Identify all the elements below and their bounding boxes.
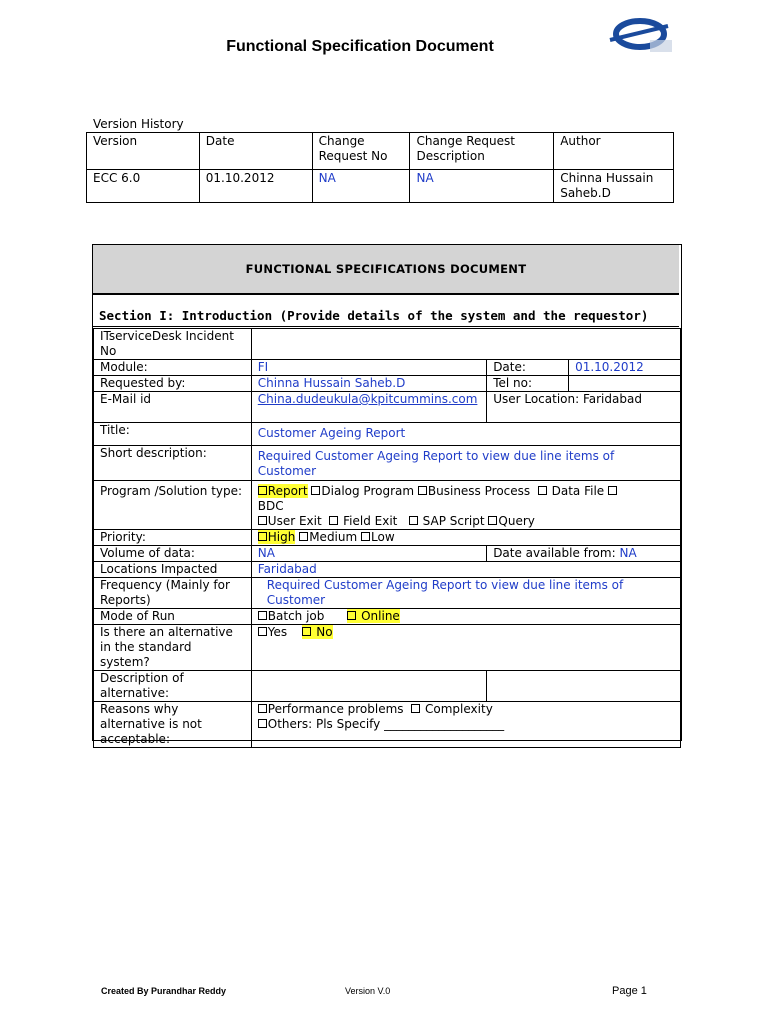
desc-alt-extra[interactable] [487,671,681,702]
checkbox-icon [329,516,338,525]
checkbox-icon [258,486,267,495]
table-row [87,170,674,203]
performance-option[interactable]: Performance problems [258,702,404,716]
business-option[interactable]: Business Process [418,484,530,498]
data-file-option[interactable]: Data File [538,484,604,498]
checkbox-icon [302,627,311,636]
user-exit-option[interactable]: User Exit [258,514,322,528]
table-row [94,702,681,748]
table-row [94,329,681,360]
requested-label: Requested by: [94,376,252,392]
email-link[interactable]: China.dudeukula@kpitcummins.com [251,392,486,423]
online-option[interactable]: Online [347,609,400,623]
date-available: Date available from: NA [487,546,681,562]
checkbox-icon [411,704,420,713]
dialog-option[interactable]: Dialog Program [311,484,414,498]
table-row [94,530,681,546]
checkbox-icon [258,611,267,620]
tel-value[interactable] [569,376,681,392]
table-row [94,671,681,702]
others-option[interactable]: Others: Pls Specify ____________________ [258,717,504,731]
no-option[interactable]: No [302,625,332,639]
title-label: Title: [94,423,252,446]
desc-alt-label: Description of alternative: [94,671,252,702]
volume-label: Volume of data: [94,546,252,562]
table-row [94,392,681,423]
author-cell: Chinna Hussain Saheb.D [554,170,674,203]
footer-version: Version V.0 [345,986,391,996]
column-header: Date [199,133,312,170]
priority-low-option[interactable]: Low [361,530,395,544]
date-label: Date: [487,360,569,376]
date-available-value[interactable]: NA [619,546,637,560]
short-desc-label: Short description: [94,446,252,481]
yes-option[interactable]: Yes [258,625,287,639]
bdc-option[interactable]: BDC [258,484,618,513]
table-row [94,376,681,392]
desc-alt-value[interactable] [251,671,486,702]
report-option[interactable]: Report [258,484,308,498]
priority-high-option[interactable]: High [258,530,296,544]
requested-value[interactable]: Chinna Hussain Saheb.D [251,376,486,392]
footer-page-number: Page 1 [612,985,647,997]
priority-medium-option[interactable]: Medium [299,530,357,544]
cr-no-cell: NA [312,170,410,203]
checkbox-icon [311,486,320,495]
sap-script-option[interactable]: SAP Script [409,514,485,528]
table-row [94,578,681,609]
checkbox-icon [608,486,617,495]
version-history-table [86,132,674,203]
tel-label: Tel no: [487,376,569,392]
column-header: Change Request No [312,133,410,170]
checkbox-icon [299,532,308,541]
priority-options [251,530,680,546]
checkbox-icon [418,486,427,495]
field-exit-option[interactable]: Field Exit [329,514,397,528]
frequency-label: Frequency (Mainly for Reports) [94,578,252,609]
checkbox-icon [347,611,356,620]
query-option[interactable]: Query [488,514,534,528]
spec-table [93,328,681,748]
mode-label: Mode of Run [94,609,252,625]
short-desc-value[interactable]: Required Customer Ageing Report to view due line items of Customer [251,446,680,481]
functional-spec-form [92,244,682,746]
table-header-row [87,133,674,170]
priority-label: Priority: [94,530,252,546]
checkbox-icon [538,486,547,495]
volume-value[interactable]: NA [251,546,486,562]
table-row [94,446,681,481]
frequency-value[interactable]: Required Customer Ageing Report to view due line items of Customer [251,578,680,609]
module-label: Module: [94,360,252,376]
user-location: User Location: Faridabad [487,392,681,423]
complexity-option[interactable]: Complexity [411,702,493,716]
batch-job-option[interactable]: Batch job [258,609,325,623]
document-title: Functional Specification Document [226,38,494,55]
reasons-label: Reasons why alternative is not acceptable: [94,702,252,748]
table-row [94,625,681,671]
spec-heading: FUNCTIONAL SPECIFICATIONS DOCUMENT [93,245,679,295]
checkbox-icon [258,719,267,728]
section-heading: Section I: Introduction (Provide details of the system and the requestor) [93,295,679,327]
date-cell: 01.10.2012 [199,170,312,203]
checkbox-icon [258,704,267,713]
title-value[interactable]: Customer Ageing Report [251,423,680,446]
checkbox-icon [258,532,267,541]
checkbox-icon [258,627,267,636]
locations-label: Locations Impacted [94,562,252,578]
table-row [94,562,681,578]
cr-desc-cell: NA [410,170,554,203]
mode-options [251,609,680,625]
checkbox-icon [488,516,497,525]
column-header: Change Request Description [410,133,554,170]
locations-value[interactable]: Faridabad [251,562,680,578]
itservice-value[interactable] [251,329,680,360]
table-row [94,546,681,562]
program-label: Program /Solution type: [94,481,252,530]
alternative-options [251,625,680,671]
version-history-label: Version History [93,117,184,131]
module-value[interactable]: FI [251,360,486,376]
checkbox-icon [409,516,418,525]
column-header: Version [87,133,200,170]
checkbox-icon [361,532,370,541]
email-label: E-Mail id [94,392,252,423]
table-row [94,360,681,376]
alternative-label: Is there an alternative in the standard system? [94,625,252,671]
itservice-label: ITserviceDesk Incident No [94,329,252,360]
checkbox-icon [258,516,267,525]
table-row [94,481,681,530]
reasons-options [251,702,680,748]
table-row [94,609,681,625]
footer-created-by: Created By Purandhar Reddy [101,986,227,996]
column-header: Author [554,133,674,170]
program-options [251,481,680,530]
date-value[interactable]: 01.10.2012 [569,360,681,376]
table-row [94,423,681,446]
version-cell: ECC 6.0 [87,170,200,203]
